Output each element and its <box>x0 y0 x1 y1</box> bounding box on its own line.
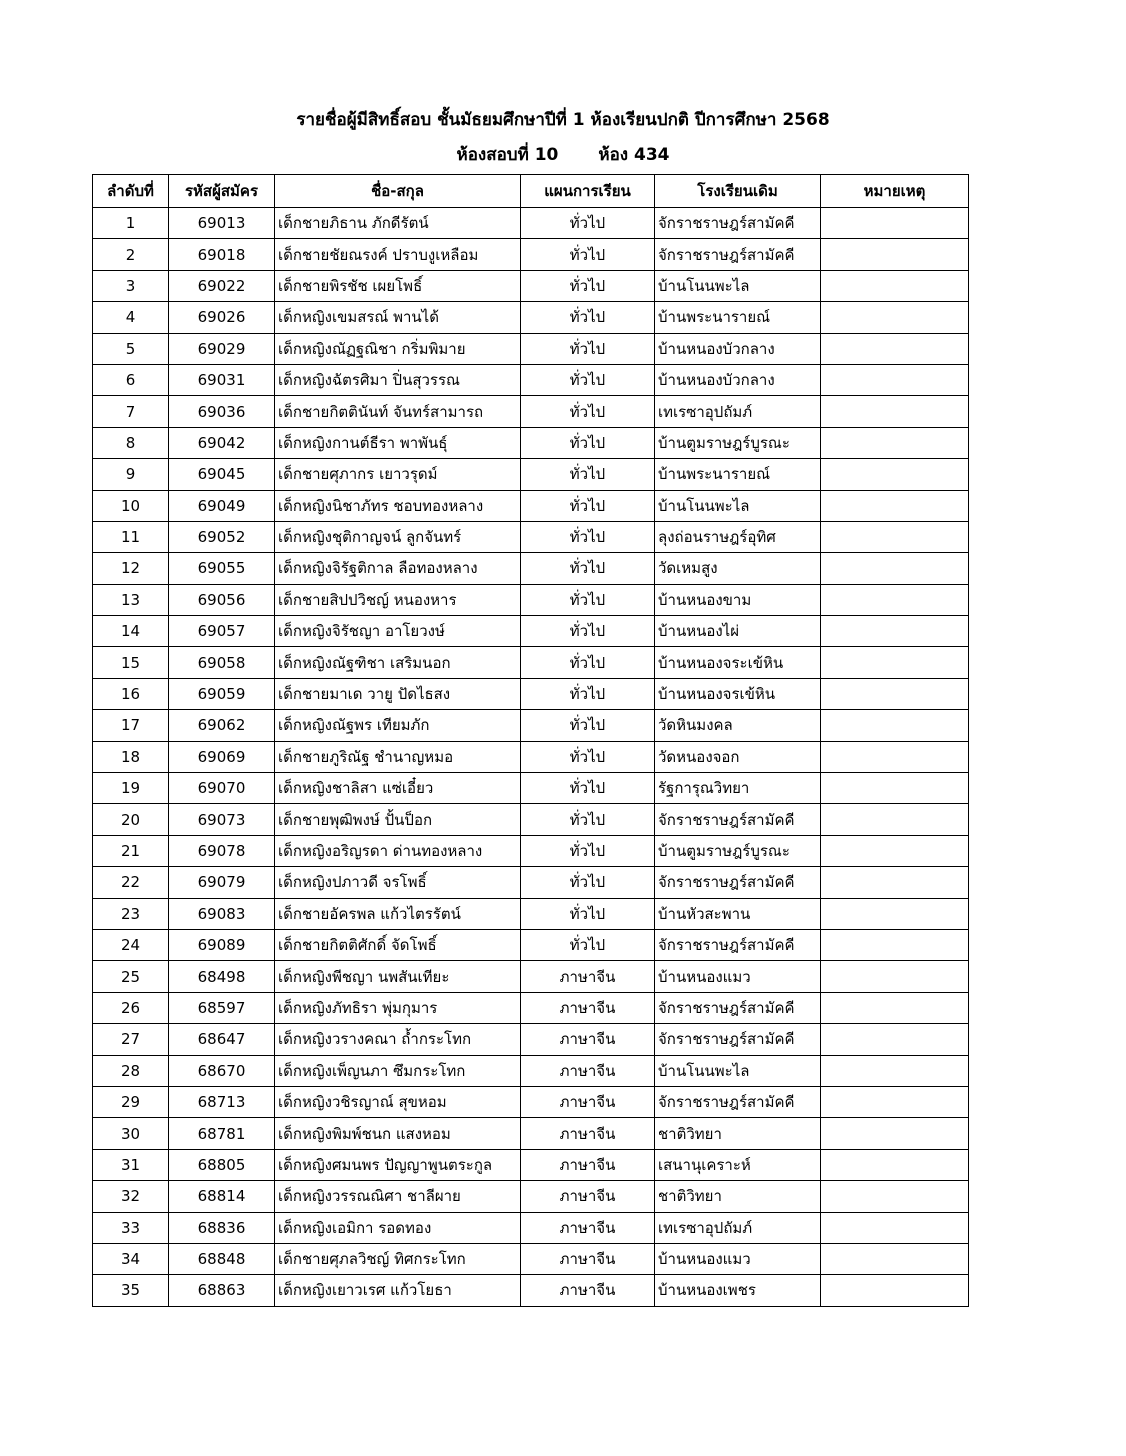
row-applicant-id: 69049 <box>169 490 275 521</box>
row-applicant-id: 68713 <box>169 1086 275 1117</box>
row-full-name: เด็กหญิงเพ็ญนภา ซึมกระโทก <box>275 1055 521 1086</box>
table-row <box>93 1024 969 1055</box>
row-previous-school: วัดหินมงคล <box>655 710 821 741</box>
row-applicant-id: 69031 <box>169 364 275 395</box>
table-body <box>93 208 969 1307</box>
row-order: 35 <box>93 1275 169 1306</box>
row-applicant-id: 68863 <box>169 1275 275 1306</box>
row-full-name: เด็กชายอัครพล แก้วไตรรัตน์ <box>275 898 521 929</box>
row-applicant-id: 69042 <box>169 427 275 458</box>
row-full-name: เด็กหญิงณัฏฐณิชา กริ่มพิมาย <box>275 333 521 364</box>
row-remarks <box>821 270 969 301</box>
table-row <box>93 773 969 804</box>
row-study-plan: ทั่วไป <box>521 678 655 709</box>
row-previous-school: บ้านตูมราษฎร์บูรณะ <box>655 835 821 866</box>
row-applicant-id: 69052 <box>169 521 275 552</box>
table-row <box>93 1181 969 1212</box>
row-previous-school: บ้านโนนพะไล <box>655 270 821 301</box>
row-remarks <box>821 1181 969 1212</box>
row-applicant-id: 68781 <box>169 1118 275 1149</box>
row-order: 31 <box>93 1149 169 1180</box>
header-remarks: หมายเหตุ <box>821 175 969 208</box>
table-row <box>93 678 969 709</box>
row-study-plan: ทั่วไป <box>521 710 655 741</box>
row-remarks <box>821 333 969 364</box>
row-applicant-id: 69018 <box>169 239 275 270</box>
row-order: 34 <box>93 1243 169 1274</box>
row-order: 4 <box>93 302 169 333</box>
table-row <box>93 616 969 647</box>
row-study-plan: ทั่วไป <box>521 208 655 239</box>
row-study-plan: ภาษาจีน <box>521 1243 655 1274</box>
row-full-name: เด็กชายมาเด วายู ปัดไธสง <box>275 678 521 709</box>
row-order: 23 <box>93 898 169 929</box>
row-full-name: เด็กชายพิรชัช เผยโพธิ์ <box>275 270 521 301</box>
row-remarks <box>821 1086 969 1117</box>
row-study-plan: ทั่วไป <box>521 333 655 364</box>
row-previous-school: เทเรซาอุปถัมภ์ <box>655 1212 821 1243</box>
row-study-plan: ภาษาจีน <box>521 1055 655 1086</box>
row-full-name: เด็กหญิงวชิรญาณ์ สุขหอม <box>275 1086 521 1117</box>
row-study-plan: ทั่วไป <box>521 804 655 835</box>
row-previous-school: ลุงถ่อนราษฎร์อุทิศ <box>655 521 821 552</box>
row-order: 14 <box>93 616 169 647</box>
table-row <box>93 647 969 678</box>
row-previous-school: วัดหนองจอก <box>655 741 821 772</box>
row-full-name: เด็กหญิงเอมิกา รอดทอง <box>275 1212 521 1243</box>
row-previous-school: บ้านหนองบัวกลาง <box>655 333 821 364</box>
row-applicant-id: 69083 <box>169 898 275 929</box>
row-applicant-id: 69013 <box>169 208 275 239</box>
row-full-name: เด็กหญิงวรางคณา ถ้ำกระโทก <box>275 1024 521 1055</box>
row-order: 33 <box>93 1212 169 1243</box>
row-full-name: เด็กหญิงชุติกาญจน์ ลูกจันทร์ <box>275 521 521 552</box>
row-order: 9 <box>93 459 169 490</box>
table-row <box>93 396 969 427</box>
table-row <box>93 490 969 521</box>
table-row <box>93 1118 969 1149</box>
row-order: 1 <box>93 208 169 239</box>
row-order: 18 <box>93 741 169 772</box>
row-study-plan: ทั่วไป <box>521 741 655 772</box>
row-full-name: เด็กหญิงเขมสรณ์ พานได้ <box>275 302 521 333</box>
row-study-plan: ภาษาจีน <box>521 1118 655 1149</box>
row-study-plan: ทั่วไป <box>521 835 655 866</box>
table-row <box>93 804 969 835</box>
row-applicant-id: 69078 <box>169 835 275 866</box>
row-study-plan: ภาษาจีน <box>521 1275 655 1306</box>
row-study-plan: ทั่วไป <box>521 584 655 615</box>
header-study-plan: แผนการเรียน <box>521 175 655 208</box>
row-applicant-id: 69059 <box>169 678 275 709</box>
row-order: 21 <box>93 835 169 866</box>
row-applicant-id: 69070 <box>169 773 275 804</box>
row-study-plan: ทั่วไป <box>521 647 655 678</box>
row-full-name: เด็กหญิงเยาวเรศ แก้วโยธา <box>275 1275 521 1306</box>
row-previous-school: ชาติวิทยา <box>655 1118 821 1149</box>
table-row <box>93 741 969 772</box>
row-full-name: เด็กหญิงจิรัฐติกาล ลือทองหลาง <box>275 553 521 584</box>
table-row <box>93 1055 969 1086</box>
exam-room-label: ห้องสอบที่ 10 <box>456 145 559 165</box>
row-full-name: เด็กชายพุฒิพงษ์ ปั้นป็อก <box>275 804 521 835</box>
row-previous-school: บ้านหนองขาม <box>655 584 821 615</box>
row-applicant-id: 68597 <box>169 992 275 1023</box>
table-row <box>93 270 969 301</box>
row-study-plan: ภาษาจีน <box>521 1086 655 1117</box>
row-study-plan: ภาษาจีน <box>521 1149 655 1180</box>
row-study-plan: ทั่วไป <box>521 773 655 804</box>
row-applicant-id: 69055 <box>169 553 275 584</box>
row-remarks <box>821 1118 969 1149</box>
row-order: 12 <box>93 553 169 584</box>
row-previous-school: บ้านโนนพะไล <box>655 490 821 521</box>
row-order: 13 <box>93 584 169 615</box>
row-order: 16 <box>93 678 169 709</box>
table-header-row <box>93 175 969 208</box>
row-applicant-id: 68848 <box>169 1243 275 1274</box>
row-full-name: เด็กหญิงวรรณณิศา ชาลีผาย <box>275 1181 521 1212</box>
row-full-name: เด็กหญิงพีชญา นพสันเทียะ <box>275 961 521 992</box>
row-order: 15 <box>93 647 169 678</box>
row-study-plan: ทั่วไป <box>521 427 655 458</box>
row-full-name: เด็กหญิงพิมพ์ชนก แสงหอม <box>275 1118 521 1149</box>
row-previous-school: บ้านพระนารายณ์ <box>655 302 821 333</box>
row-order: 32 <box>93 1181 169 1212</box>
row-remarks <box>821 584 969 615</box>
row-remarks <box>821 961 969 992</box>
row-order: 11 <box>93 521 169 552</box>
row-order: 6 <box>93 364 169 395</box>
table-row <box>93 992 969 1023</box>
row-remarks <box>821 773 969 804</box>
row-full-name: เด็กหญิงชาลิสา แซ่เอี๋ยว <box>275 773 521 804</box>
row-remarks <box>821 647 969 678</box>
row-applicant-id: 69069 <box>169 741 275 772</box>
row-previous-school: บ้านหนองจรเข้หิน <box>655 678 821 709</box>
table-row <box>93 710 969 741</box>
table-row <box>93 208 969 239</box>
row-remarks <box>821 459 969 490</box>
row-previous-school: จักราชราษฎร์สามัคคี <box>655 239 821 270</box>
row-previous-school: บ้านหนองแมว <box>655 1243 821 1274</box>
row-full-name: เด็กชายภิธาน ภักดีรัตน์ <box>275 208 521 239</box>
row-applicant-id: 69089 <box>169 929 275 960</box>
row-full-name: เด็กหญิงศมนพร ปัญญาพูนตระกูล <box>275 1149 521 1180</box>
row-remarks <box>821 867 969 898</box>
row-remarks <box>821 1149 969 1180</box>
row-remarks <box>821 521 969 552</box>
row-full-name: เด็กชายกิตตินันท์ จันทร์สามารถ <box>275 396 521 427</box>
row-previous-school: บ้านพระนารายณ์ <box>655 459 821 490</box>
table-row <box>93 459 969 490</box>
table-row <box>93 961 969 992</box>
row-study-plan: ทั่วไป <box>521 459 655 490</box>
row-remarks <box>821 929 969 960</box>
row-full-name: เด็กชายชัยณรงค์ ปราบงูเหลือม <box>275 239 521 270</box>
row-previous-school: บ้านโนนพะไล <box>655 1055 821 1086</box>
row-remarks <box>821 1024 969 1055</box>
row-remarks <box>821 1243 969 1274</box>
row-study-plan: ทั่วไป <box>521 396 655 427</box>
row-remarks <box>821 396 969 427</box>
table-row <box>93 239 969 270</box>
row-order: 26 <box>93 992 169 1023</box>
row-order: 10 <box>93 490 169 521</box>
row-previous-school: บ้านหนองจระเข้หิน <box>655 647 821 678</box>
table-row <box>93 553 969 584</box>
header-full-name: ชื่อ-สกุล <box>275 175 521 208</box>
row-order: 25 <box>93 961 169 992</box>
header-previous-school: โรงเรียนเดิม <box>655 175 821 208</box>
row-full-name: เด็กหญิงอริญรดา ด่านทองหลาง <box>275 835 521 866</box>
row-study-plan: ทั่วไป <box>521 616 655 647</box>
row-study-plan: ทั่วไป <box>521 270 655 301</box>
row-study-plan: ภาษาจีน <box>521 1212 655 1243</box>
row-order: 20 <box>93 804 169 835</box>
row-remarks <box>821 427 969 458</box>
table-row <box>93 427 969 458</box>
row-remarks <box>821 364 969 395</box>
row-remarks <box>821 835 969 866</box>
row-previous-school: บ้านหัวสะพาน <box>655 898 821 929</box>
row-applicant-id: 69073 <box>169 804 275 835</box>
row-remarks <box>821 678 969 709</box>
row-applicant-id: 69062 <box>169 710 275 741</box>
row-full-name: เด็กชายกิตติศักดิ์ จัดโพธิ์ <box>275 929 521 960</box>
row-remarks <box>821 1275 969 1306</box>
row-study-plan: ทั่วไป <box>521 553 655 584</box>
row-applicant-id: 69079 <box>169 867 275 898</box>
row-applicant-id: 69058 <box>169 647 275 678</box>
row-remarks <box>821 208 969 239</box>
row-previous-school: รัฐการุณวิทยา <box>655 773 821 804</box>
row-order: 5 <box>93 333 169 364</box>
row-applicant-id: 69045 <box>169 459 275 490</box>
row-previous-school: บ้านตูมราษฎร์บูรณะ <box>655 427 821 458</box>
row-previous-school: บ้านหนองแมว <box>655 961 821 992</box>
candidate-table <box>92 174 969 1307</box>
row-previous-school: บ้านหนองไผ่ <box>655 616 821 647</box>
row-study-plan: ภาษาจีน <box>521 992 655 1023</box>
table-row <box>93 584 969 615</box>
table-row <box>93 898 969 929</box>
row-remarks <box>821 553 969 584</box>
row-previous-school: เสนานุเคราะห์ <box>655 1149 821 1180</box>
row-applicant-id: 68814 <box>169 1181 275 1212</box>
row-applicant-id: 69036 <box>169 396 275 427</box>
document-subtitle <box>0 141 1126 168</box>
row-applicant-id: 69022 <box>169 270 275 301</box>
table-row <box>93 302 969 333</box>
row-previous-school: จักราชราษฎร์สามัคคี <box>655 208 821 239</box>
row-study-plan: ทั่วไป <box>521 867 655 898</box>
row-previous-school: จักราชราษฎร์สามัคคี <box>655 1024 821 1055</box>
row-order: 7 <box>93 396 169 427</box>
document-title: รายชื่อผู้มีสิทธิ์สอบ ชั้นมัธยมศึกษาปีที่ 1 ห้องเรียนปกติ ปีการศึกษา 2568 <box>296 110 830 130</box>
row-full-name: เด็กหญิงจิรัชญา อาโยวงษ์ <box>275 616 521 647</box>
row-applicant-id: 68498 <box>169 961 275 992</box>
row-order: 17 <box>93 710 169 741</box>
row-previous-school: บ้านหนองเพชร <box>655 1275 821 1306</box>
row-remarks <box>821 1055 969 1086</box>
table-row <box>93 1086 969 1117</box>
row-order: 28 <box>93 1055 169 1086</box>
row-order: 2 <box>93 239 169 270</box>
row-order: 29 <box>93 1086 169 1117</box>
row-previous-school: บ้านหนองบัวกลาง <box>655 364 821 395</box>
row-remarks <box>821 898 969 929</box>
row-remarks <box>821 616 969 647</box>
row-order: 8 <box>93 427 169 458</box>
row-remarks <box>821 992 969 1023</box>
row-order: 22 <box>93 867 169 898</box>
table-row <box>93 1212 969 1243</box>
row-previous-school: จักราชราษฎร์สามัคคี <box>655 929 821 960</box>
header-order: ลำดับที่ <box>93 175 169 208</box>
row-applicant-id: 69057 <box>169 616 275 647</box>
row-full-name: เด็กหญิงนิชาภัทร ชอบทองหลาง <box>275 490 521 521</box>
row-study-plan: ทั่วไป <box>521 898 655 929</box>
row-full-name: เด็กชายสิปปวิชญ์ หนองหาร <box>275 584 521 615</box>
row-full-name: เด็กหญิงภัทธิรา พุ่มกุมาร <box>275 992 521 1023</box>
table-row <box>93 835 969 866</box>
row-previous-school: วัดเหมสูง <box>655 553 821 584</box>
row-full-name: เด็กหญิงกานต์ธีรา พาพันธุ์ <box>275 427 521 458</box>
row-study-plan: ทั่วไป <box>521 364 655 395</box>
table-row <box>93 867 969 898</box>
row-order: 24 <box>93 929 169 960</box>
row-previous-school: จักราชราษฎร์สามัคคี <box>655 992 821 1023</box>
header-applicant-id: รหัสผู้สมัคร <box>169 175 275 208</box>
row-previous-school: เทเรซาอุปถัมภ์ <box>655 396 821 427</box>
room-number-label: ห้อง 434 <box>598 145 670 165</box>
row-study-plan: ทั่วไป <box>521 521 655 552</box>
table-row <box>93 1275 969 1306</box>
table-row <box>93 1243 969 1274</box>
row-full-name: เด็กชายภูริณัฐ ชำนาญหมอ <box>275 741 521 772</box>
row-study-plan: ภาษาจีน <box>521 1181 655 1212</box>
row-order: 3 <box>93 270 169 301</box>
row-full-name: เด็กชายศุภากร เยาวรุดม์ <box>275 459 521 490</box>
row-study-plan: ทั่วไป <box>521 302 655 333</box>
row-study-plan: ภาษาจีน <box>521 961 655 992</box>
row-order: 19 <box>93 773 169 804</box>
table-row <box>93 333 969 364</box>
row-applicant-id: 69026 <box>169 302 275 333</box>
row-remarks <box>821 741 969 772</box>
row-full-name: เด็กหญิงปภาวดี จรโพธิ์ <box>275 867 521 898</box>
row-full-name: เด็กหญิงฉัตรศิมา ปิ่นสุวรรณ <box>275 364 521 395</box>
row-study-plan: ทั่วไป <box>521 490 655 521</box>
row-study-plan: ภาษาจีน <box>521 1024 655 1055</box>
table-row <box>93 929 969 960</box>
row-full-name: เด็กหญิงณัฐพร เทียมภัก <box>275 710 521 741</box>
row-applicant-id: 68836 <box>169 1212 275 1243</box>
row-remarks <box>821 804 969 835</box>
row-applicant-id: 69029 <box>169 333 275 364</box>
table-row <box>93 521 969 552</box>
row-applicant-id: 68670 <box>169 1055 275 1086</box>
row-remarks <box>821 302 969 333</box>
row-study-plan: ทั่วไป <box>521 239 655 270</box>
row-applicant-id: 68805 <box>169 1149 275 1180</box>
row-previous-school: ชาติวิทยา <box>655 1181 821 1212</box>
row-study-plan: ทั่วไป <box>521 929 655 960</box>
row-previous-school: จักราชราษฎร์สามัคคี <box>655 867 821 898</box>
row-full-name: เด็กชายศุภลวิชญ์ ทิศกระโทก <box>275 1243 521 1274</box>
row-remarks <box>821 1212 969 1243</box>
row-order: 30 <box>93 1118 169 1149</box>
row-full-name: เด็กหญิงณัฐฑิชา เสริมนอก <box>275 647 521 678</box>
row-order: 27 <box>93 1024 169 1055</box>
row-remarks <box>821 490 969 521</box>
row-applicant-id: 68647 <box>169 1024 275 1055</box>
row-remarks <box>821 239 969 270</box>
table-row <box>93 1149 969 1180</box>
table-row <box>93 364 969 395</box>
row-previous-school: จักราชราษฎร์สามัคคี <box>655 804 821 835</box>
row-remarks <box>821 710 969 741</box>
row-applicant-id: 69056 <box>169 584 275 615</box>
row-previous-school: จักราชราษฎร์สามัคคี <box>655 1086 821 1117</box>
